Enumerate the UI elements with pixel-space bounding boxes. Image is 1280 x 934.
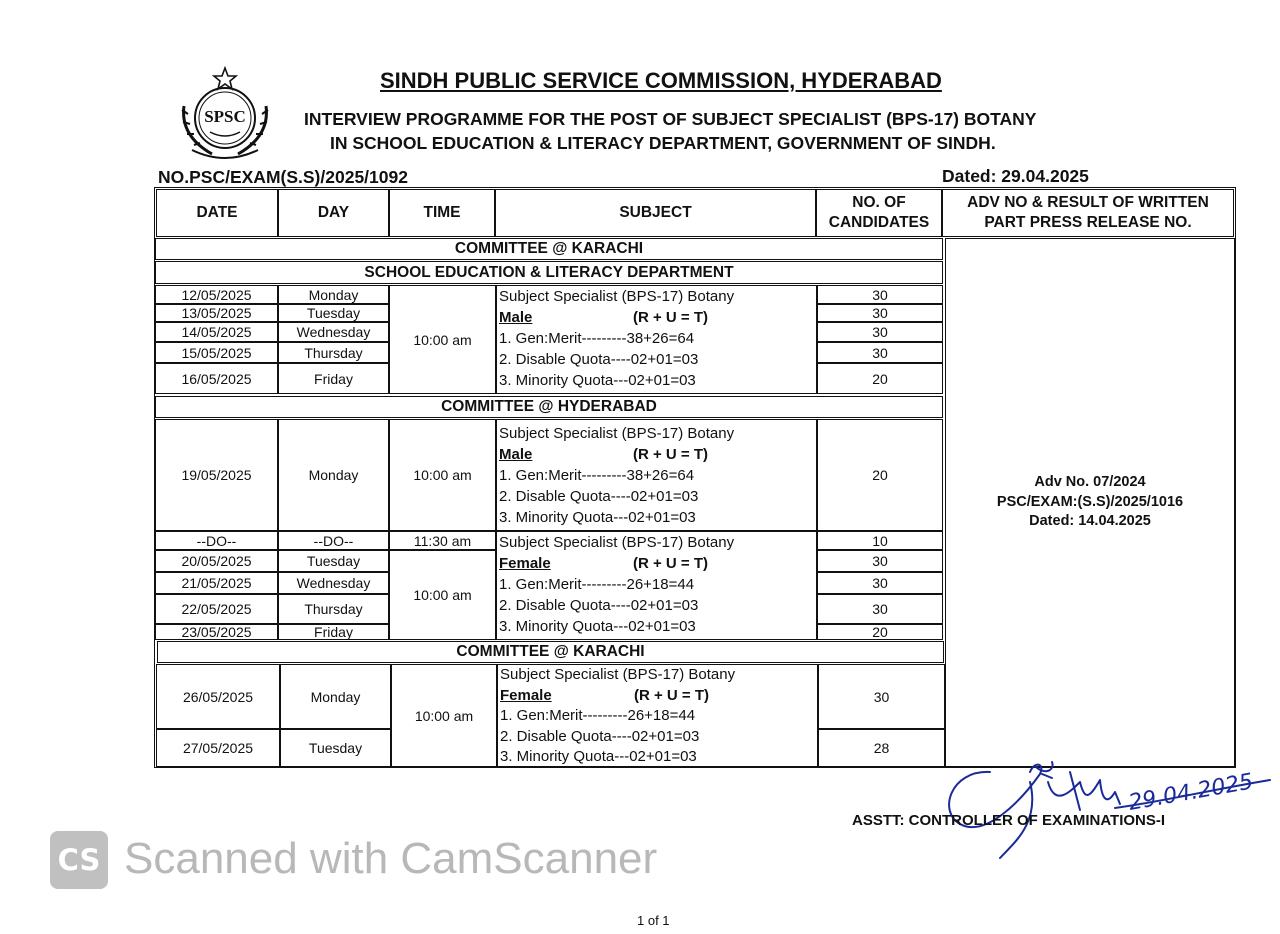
camscanner-logo-icon: CS <box>50 831 108 889</box>
quota-minority: 3. Minority Quota---02+01=03 <box>499 509 696 526</box>
candidates-count: 30 <box>817 572 943 594</box>
table-row-date: 21/05/2025 <box>155 572 278 594</box>
table-row-date: 16/05/2025 <box>155 363 278 394</box>
committee-karachi-band <box>155 238 943 260</box>
subject-details <box>496 419 817 531</box>
subject-title: Subject Specialist (BPS-17) Botany <box>499 534 735 551</box>
quota-general-merit: 1. Gen:Merit---------38+26=64 <box>499 330 695 347</box>
committee-karachi-label: COMMITTEE @ KARACHI <box>454 240 644 257</box>
advertisement-reference-cell <box>945 238 1235 767</box>
table-row-day: Wednesday <box>278 572 389 594</box>
quota-minority: 3. Minority Quota---02+01=03 <box>499 618 696 635</box>
column-header-candidates <box>816 189 942 237</box>
interview-time: 10:00 am <box>391 664 497 767</box>
table-row-day: Monday <box>280 664 391 729</box>
subject-details <box>496 285 817 394</box>
quota-disable: 2. Disable Quota----02+01=03 <box>499 597 699 614</box>
signatory-title: ASSTT: CONTROLLER OF EXAMINATIONS-I <box>852 812 1166 829</box>
table-row-date: 19/05/2025 <box>155 419 278 531</box>
table-row-day: Monday <box>278 285 389 304</box>
quota-disable: 2. Disable Quota----02+01=03 <box>499 488 699 505</box>
table-row-day: Tuesday <box>278 550 389 572</box>
gender-label: Male <box>499 446 533 463</box>
table-row-date: 26/05/2025 <box>156 664 280 729</box>
department-band <box>155 261 943 284</box>
subject-title: Subject Specialist (BPS-17) Botany <box>500 666 736 683</box>
advertisement-number: Adv No. 07/2024 <box>1034 474 1146 491</box>
committee-karachi-band <box>157 641 944 663</box>
quota-formula: (R + U = T) <box>633 446 709 463</box>
candidates-count: 20 <box>817 624 943 640</box>
interview-time: 10:00 am <box>389 285 496 394</box>
table-row-day: Friday <box>278 363 389 394</box>
table-row-day: Thursday <box>278 342 389 363</box>
quota-general-merit: 1. Gen:Merit---------26+18=44 <box>500 707 696 724</box>
candidates-count: 30 <box>817 342 943 363</box>
candidates-count: 20 <box>817 363 943 394</box>
table-row-date: 23/05/2025 <box>155 624 278 640</box>
column-header-date-label: DATE <box>196 204 238 221</box>
column-header-candidates-line1: NO. OF <box>852 194 906 211</box>
committee-hyderabad-label: COMMITTEE @ HYDERABAD <box>441 398 657 415</box>
table-row-day: Thursday <box>278 594 389 624</box>
programme-heading-line2: IN SCHOOL EDUCATION & LITERACY DEPARTMENT, GOVERNMENT OF SINDH. <box>330 133 996 153</box>
svg-text:29.04.2025: 29.04.2025 <box>1126 769 1256 816</box>
subject-title: Subject Specialist (BPS-17) Botany <box>499 425 735 442</box>
column-header-subject-label: SUBJECT <box>619 204 692 221</box>
candidates-count: 10 <box>817 531 943 550</box>
candidates-count: 28 <box>818 729 945 767</box>
gender-label: Male <box>499 309 533 326</box>
table-row-date: 12/05/2025 <box>155 285 278 304</box>
subject-title: Subject Specialist (BPS-17) Botany <box>499 288 735 305</box>
table-row-day: Tuesday <box>280 729 391 767</box>
scanner-watermark: Scanned with CamScanner <box>124 834 658 883</box>
column-header-adv-line1: ADV NO & RESULT OF WRITTEN <box>967 194 1209 211</box>
table-row-date: 15/05/2025 <box>155 342 278 363</box>
svg-text:SPSC: SPSC <box>204 107 246 126</box>
department-label: SCHOOL EDUCATION & LITERACY DEPARTMENT <box>364 263 734 281</box>
table-row-date: 13/05/2025 <box>155 304 278 322</box>
handwritten-signature <box>930 752 1275 864</box>
interview-time: 10:00 am <box>389 550 496 640</box>
quota-general-merit: 1. Gen:Merit---------38+26=64 <box>499 467 695 484</box>
column-header-adv-line2: PART PRESS RELEASE NO. <box>984 214 1192 231</box>
column-header-candidates-line2: CANDIDATES <box>828 214 930 231</box>
table-row-date: --DO-- <box>155 531 278 550</box>
programme-heading-line1: INTERVIEW PROGRAMME FOR THE POST OF SUBJECT SPECIALIST (BPS-17) BOTANY <box>304 109 1037 129</box>
candidates-count: 30 <box>817 322 943 342</box>
column-header-day-label: DAY <box>317 204 350 221</box>
column-header-adv <box>942 189 1234 237</box>
candidates-count: 30 <box>817 550 943 572</box>
table-row-day: --DO-- <box>278 531 389 550</box>
press-release-date: Dated: 14.04.2025 <box>1029 513 1151 530</box>
candidates-count: 30 <box>817 594 943 624</box>
candidates-count: 30 <box>817 304 943 322</box>
quota-minority: 3. Minority Quota---02+01=03 <box>500 748 697 765</box>
candidates-count: 30 <box>818 664 945 729</box>
subject-details <box>496 531 817 640</box>
table-row-date: 14/05/2025 <box>155 322 278 342</box>
committee-hyderabad-band <box>155 396 943 418</box>
quota-disable: 2. Disable Quota----02+01=03 <box>499 351 699 368</box>
column-header-time-label: TIME <box>423 204 461 221</box>
page-number: 1 of 1 <box>637 913 670 928</box>
quota-formula: (R + U = T) <box>633 555 709 572</box>
column-header-subject <box>495 189 816 237</box>
table-row-day: Wednesday <box>278 322 389 342</box>
table-row-day: Monday <box>278 419 389 531</box>
column-header-day <box>278 189 389 237</box>
committee-karachi-label: COMMITTEE @ KARACHI <box>456 643 645 660</box>
column-header-time <box>389 189 495 237</box>
reference-number: NO.PSC/EXAM(S.S)/2025/1092 <box>158 167 408 187</box>
table-row-date: 20/05/2025 <box>155 550 278 572</box>
quota-formula: (R + U = T) <box>633 309 709 326</box>
subject-details <box>497 664 818 767</box>
quota-general-merit: 1. Gen:Merit---------26+18=44 <box>499 576 695 593</box>
interview-time: 11:30 am <box>389 531 496 550</box>
column-header-date <box>156 189 278 237</box>
press-release-number: PSC/EXAM:(S.S)/2025/1016 <box>996 493 1184 510</box>
table-row-date: 22/05/2025 <box>155 594 278 624</box>
spsc-emblem-icon <box>172 66 278 162</box>
quota-disable: 2. Disable Quota----02+01=03 <box>500 727 700 745</box>
quota-formula: (R + U = T) <box>634 686 710 704</box>
gender-label: Female <box>500 686 552 704</box>
organization-title: SINDH PUBLIC SERVICE COMMISSION, HYDERABAD <box>380 68 942 93</box>
gender-label: Female <box>499 555 551 572</box>
document-date: Dated: 29.04.2025 <box>942 166 1089 186</box>
candidates-count: 20 <box>817 419 943 531</box>
quota-minority: 3. Minority Quota---02+01=03 <box>499 372 696 389</box>
table-row-date: 27/05/2025 <box>156 729 280 767</box>
table-row-day: Friday <box>278 624 389 640</box>
table-row-day: Tuesday <box>278 304 389 322</box>
candidates-count: 30 <box>817 285 943 304</box>
interview-time: 10:00 am <box>389 419 496 531</box>
